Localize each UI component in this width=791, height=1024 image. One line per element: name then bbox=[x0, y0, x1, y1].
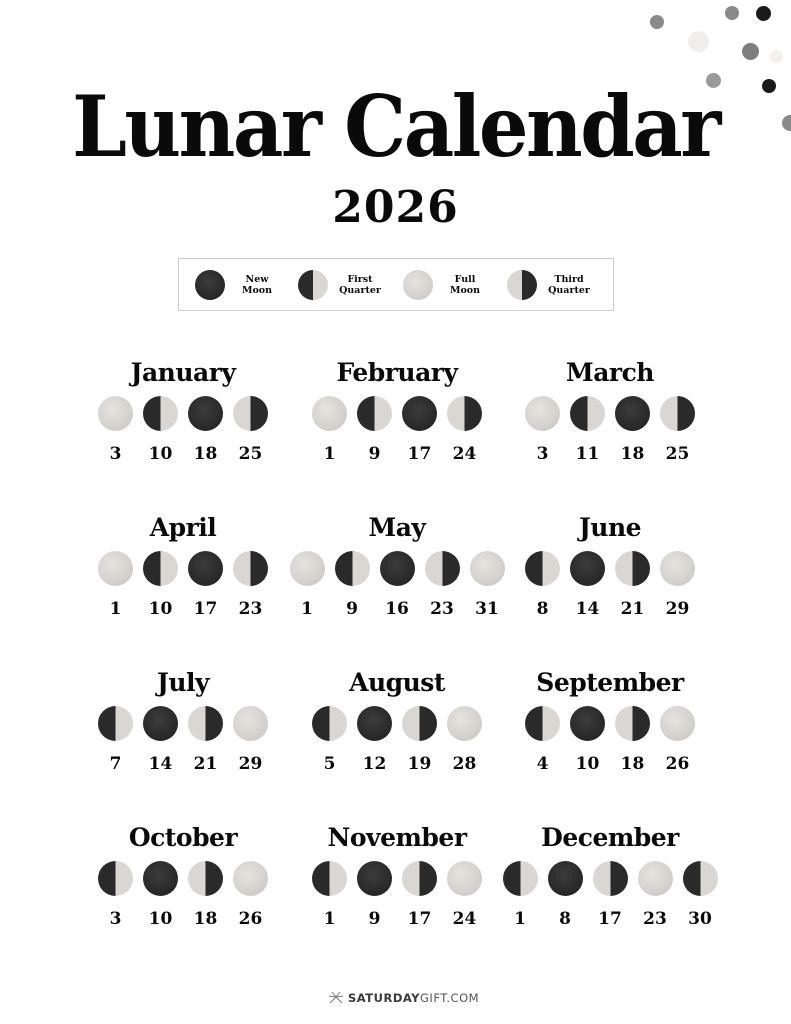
legend-label bbox=[233, 274, 281, 296]
moon-phase-entry bbox=[660, 706, 696, 774]
moon-phase-entry bbox=[660, 551, 696, 619]
full-moon-icon bbox=[233, 706, 268, 741]
third-quarter-moon-icon bbox=[615, 706, 650, 741]
new-moon-icon bbox=[380, 551, 415, 586]
phase-date: 1 bbox=[514, 909, 526, 929]
third-quarter-moon-icon bbox=[593, 861, 628, 896]
phase-date: 19 bbox=[407, 754, 432, 774]
footer-brand bbox=[328, 988, 479, 1008]
month-name: September bbox=[536, 668, 684, 697]
third-quarter-moon-icon bbox=[233, 551, 268, 586]
new-moon-icon bbox=[195, 270, 225, 300]
legend-label-line: Moon bbox=[241, 284, 273, 296]
full-moon-icon bbox=[290, 551, 325, 586]
moon-phase-entry bbox=[188, 396, 224, 464]
third-quarter-moon-icon bbox=[447, 396, 482, 431]
phase-date: 1 bbox=[301, 599, 313, 619]
third-quarter-moon-icon bbox=[402, 861, 437, 896]
full-moon-icon bbox=[403, 270, 433, 300]
moon-phase-entry bbox=[233, 551, 269, 619]
phase-date: 10 bbox=[148, 444, 173, 464]
phase-date: 26 bbox=[238, 909, 263, 929]
phase-date: 9 bbox=[346, 599, 358, 619]
phase-date: 3 bbox=[536, 444, 549, 464]
moon-phase-entry bbox=[143, 396, 179, 464]
moon-phase-entry bbox=[525, 706, 561, 774]
moon-phase-entry bbox=[402, 396, 438, 464]
year-heading: 2026 bbox=[332, 182, 459, 233]
phase-date: 3 bbox=[109, 444, 122, 464]
month-name: June bbox=[578, 513, 642, 542]
moon-phase-entry bbox=[402, 861, 438, 929]
third-quarter-moon-icon bbox=[660, 396, 695, 431]
month-name: August bbox=[349, 668, 445, 697]
third-quarter-moon-icon bbox=[188, 861, 223, 896]
month-name: July bbox=[156, 668, 210, 697]
page-title: Lunar Calendar bbox=[72, 78, 719, 177]
moon-phase-entry bbox=[357, 861, 393, 929]
moon-phase-entry bbox=[233, 706, 269, 774]
phase-date: 23 bbox=[643, 909, 667, 929]
moon-phase-entry bbox=[98, 396, 134, 464]
first-quarter-moon-icon bbox=[143, 551, 178, 586]
phase-date: 21 bbox=[620, 599, 645, 619]
moon-phase-entry bbox=[593, 861, 629, 929]
moon-phase-entry bbox=[548, 861, 584, 929]
moon-phase-entry bbox=[402, 706, 438, 774]
phase-date: 29 bbox=[238, 754, 263, 774]
phase-date: 14 bbox=[148, 754, 173, 774]
footer-brand-light: GIFT.COM bbox=[420, 991, 480, 1005]
moon-phase-entry bbox=[290, 551, 326, 619]
moon-phase-entry bbox=[615, 396, 651, 464]
phase-date: 23 bbox=[430, 599, 454, 619]
phase-date: 7 bbox=[109, 754, 122, 774]
full-moon-icon bbox=[447, 861, 482, 896]
phase-date: 1 bbox=[109, 599, 122, 619]
full-moon-icon bbox=[660, 706, 695, 741]
phase-date: 10 bbox=[148, 909, 173, 929]
full-moon-icon bbox=[470, 551, 505, 586]
new-moon-icon bbox=[570, 706, 605, 741]
phase-date: 8 bbox=[536, 599, 549, 619]
phase-date: 9 bbox=[368, 909, 381, 929]
phase-date: 28 bbox=[452, 754, 477, 774]
phase-date: 3 bbox=[109, 909, 122, 929]
full-moon-icon bbox=[312, 396, 347, 431]
moon-phase-entry bbox=[188, 861, 224, 929]
full-moon-icon bbox=[447, 706, 482, 741]
legend-item-full-moon bbox=[403, 259, 489, 310]
confetti-dot-icon bbox=[742, 43, 759, 60]
new-moon-icon bbox=[188, 551, 223, 586]
moon-phase-entry bbox=[570, 551, 606, 619]
phase-date: 12 bbox=[362, 754, 387, 774]
moon-phase-entry bbox=[143, 706, 179, 774]
legend-item-first-quarter bbox=[298, 259, 384, 310]
moon-phase-entry bbox=[335, 551, 371, 619]
moon-phase-entry bbox=[188, 706, 224, 774]
confetti-dot-icon bbox=[688, 31, 709, 52]
phase-date: 10 bbox=[575, 754, 600, 774]
full-moon-icon bbox=[233, 861, 268, 896]
moon-phase-entry bbox=[312, 706, 348, 774]
phase-date: 11 bbox=[575, 444, 600, 464]
third-quarter-moon-icon bbox=[188, 706, 223, 741]
moon-phase-entry bbox=[615, 551, 651, 619]
third-quarter-moon-icon bbox=[402, 706, 437, 741]
legend-label-line: Quarter bbox=[339, 284, 381, 296]
moon-phase-entry bbox=[503, 861, 539, 929]
moon-phase-entry bbox=[233, 861, 269, 929]
new-moon-icon bbox=[188, 396, 223, 431]
new-moon-icon bbox=[143, 706, 178, 741]
full-moon-icon bbox=[660, 551, 695, 586]
month-name: December bbox=[541, 823, 679, 852]
moon-phase-entry bbox=[447, 396, 483, 464]
third-quarter-moon-icon bbox=[425, 551, 460, 586]
first-quarter-moon-icon bbox=[98, 706, 133, 741]
new-moon-icon bbox=[615, 396, 650, 431]
phase-date: 16 bbox=[385, 599, 409, 619]
moon-phase-entry bbox=[425, 551, 461, 619]
moon-phase-entry bbox=[660, 396, 696, 464]
moon-phase-entry bbox=[98, 861, 134, 929]
first-quarter-moon-icon bbox=[683, 861, 718, 896]
moon-phase-entry bbox=[98, 551, 134, 619]
moon-phase-entry bbox=[683, 861, 719, 929]
new-moon-icon bbox=[357, 861, 392, 896]
phase-date: 1 bbox=[323, 444, 336, 464]
moon-phase-entry bbox=[470, 551, 506, 619]
phase-date: 4 bbox=[536, 754, 549, 774]
month-name: January bbox=[130, 358, 236, 387]
phase-date: 24 bbox=[452, 909, 477, 929]
phase-date: 1 bbox=[323, 909, 336, 929]
moon-phase-entry bbox=[357, 706, 393, 774]
first-quarter-moon-icon bbox=[312, 861, 347, 896]
full-moon-icon bbox=[638, 861, 673, 896]
moon-phase-entry bbox=[312, 396, 348, 464]
phase-date: 14 bbox=[575, 599, 600, 619]
moon-phase-entry bbox=[143, 551, 179, 619]
month-name: February bbox=[336, 358, 458, 387]
confetti-dot-icon bbox=[770, 50, 783, 63]
month-name: March bbox=[566, 358, 654, 387]
moon-phase-entry bbox=[357, 396, 393, 464]
phase-date: 25 bbox=[238, 444, 263, 464]
legend-label-line: Third bbox=[554, 273, 584, 285]
moon-phase-entry bbox=[615, 706, 651, 774]
phase-date: 30 bbox=[688, 909, 712, 929]
phase-date: 18 bbox=[193, 909, 218, 929]
phase-date: 17 bbox=[193, 599, 218, 619]
third-quarter-moon-icon bbox=[233, 396, 268, 431]
new-moon-icon bbox=[402, 396, 437, 431]
phase-date: 5 bbox=[323, 754, 336, 774]
moon-phase-entry bbox=[447, 861, 483, 929]
confetti-dot-icon bbox=[756, 6, 771, 21]
legend-label bbox=[545, 274, 593, 296]
new-moon-icon bbox=[357, 706, 392, 741]
phase-legend bbox=[178, 258, 614, 311]
confetti-dot-icon bbox=[725, 6, 739, 20]
first-quarter-moon-icon bbox=[335, 551, 370, 586]
first-quarter-moon-icon bbox=[357, 396, 392, 431]
phase-date: 9 bbox=[368, 444, 381, 464]
full-moon-icon bbox=[525, 396, 560, 431]
month-name: May bbox=[368, 513, 426, 542]
phase-date: 8 bbox=[559, 909, 571, 929]
moon-phase-entry bbox=[447, 706, 483, 774]
new-moon-icon bbox=[548, 861, 583, 896]
new-moon-icon bbox=[570, 551, 605, 586]
moon-phase-entry bbox=[525, 396, 561, 464]
third-quarter-moon-icon bbox=[507, 270, 537, 300]
phase-date: 17 bbox=[407, 444, 432, 464]
first-quarter-moon-icon bbox=[525, 706, 560, 741]
footer-brand-bold: SATURDAY bbox=[348, 991, 421, 1005]
phase-date: 23 bbox=[238, 599, 263, 619]
legend-item-third-quarter bbox=[507, 259, 593, 310]
phase-date: 17 bbox=[407, 909, 432, 929]
first-quarter-moon-icon bbox=[312, 706, 347, 741]
first-quarter-moon-icon bbox=[525, 551, 560, 586]
phase-date: 17 bbox=[598, 909, 622, 929]
first-quarter-moon-icon bbox=[143, 396, 178, 431]
phase-date: 25 bbox=[665, 444, 690, 464]
legend-item-new-moon bbox=[195, 259, 281, 310]
phase-date: 31 bbox=[475, 599, 499, 619]
month-name: October bbox=[128, 823, 238, 852]
legend-label-line: Quarter bbox=[548, 284, 590, 296]
phase-date: 29 bbox=[665, 599, 690, 619]
legend-label-line: New bbox=[245, 273, 269, 285]
moon-phase-entry bbox=[570, 396, 606, 464]
confetti-dot-icon bbox=[650, 15, 664, 29]
full-moon-icon bbox=[98, 551, 133, 586]
moon-phase-entry bbox=[380, 551, 416, 619]
third-quarter-moon-icon bbox=[615, 551, 650, 586]
phase-date: 26 bbox=[665, 754, 690, 774]
moon-phase-entry bbox=[188, 551, 224, 619]
moon-phase-entry bbox=[570, 706, 606, 774]
month-name: April bbox=[149, 513, 217, 542]
phase-date: 18 bbox=[620, 444, 645, 464]
full-moon-icon bbox=[98, 396, 133, 431]
first-quarter-moon-icon bbox=[503, 861, 538, 896]
moon-phase-entry bbox=[638, 861, 674, 929]
new-moon-icon bbox=[143, 861, 178, 896]
first-quarter-moon-icon bbox=[98, 861, 133, 896]
first-quarter-moon-icon bbox=[298, 270, 328, 300]
moon-phase-entry bbox=[525, 551, 561, 619]
phase-date: 24 bbox=[452, 444, 477, 464]
month-name: November bbox=[327, 823, 467, 852]
moon-phase-entry bbox=[312, 861, 348, 929]
legend-label-line: First bbox=[347, 273, 373, 285]
phase-date: 18 bbox=[620, 754, 645, 774]
legend-label bbox=[441, 274, 489, 296]
first-quarter-moon-icon bbox=[570, 396, 605, 431]
moon-phase-entry bbox=[98, 706, 134, 774]
gift-bow-icon bbox=[328, 991, 344, 1005]
moon-phase-entry bbox=[233, 396, 269, 464]
legend-label bbox=[336, 274, 384, 296]
phase-date: 18 bbox=[193, 444, 218, 464]
moon-phase-entry bbox=[143, 861, 179, 929]
legend-label-line: Full bbox=[454, 273, 476, 285]
legend-label-line: Moon bbox=[449, 284, 481, 296]
phase-date: 10 bbox=[148, 599, 173, 619]
phase-date: 21 bbox=[193, 754, 218, 774]
